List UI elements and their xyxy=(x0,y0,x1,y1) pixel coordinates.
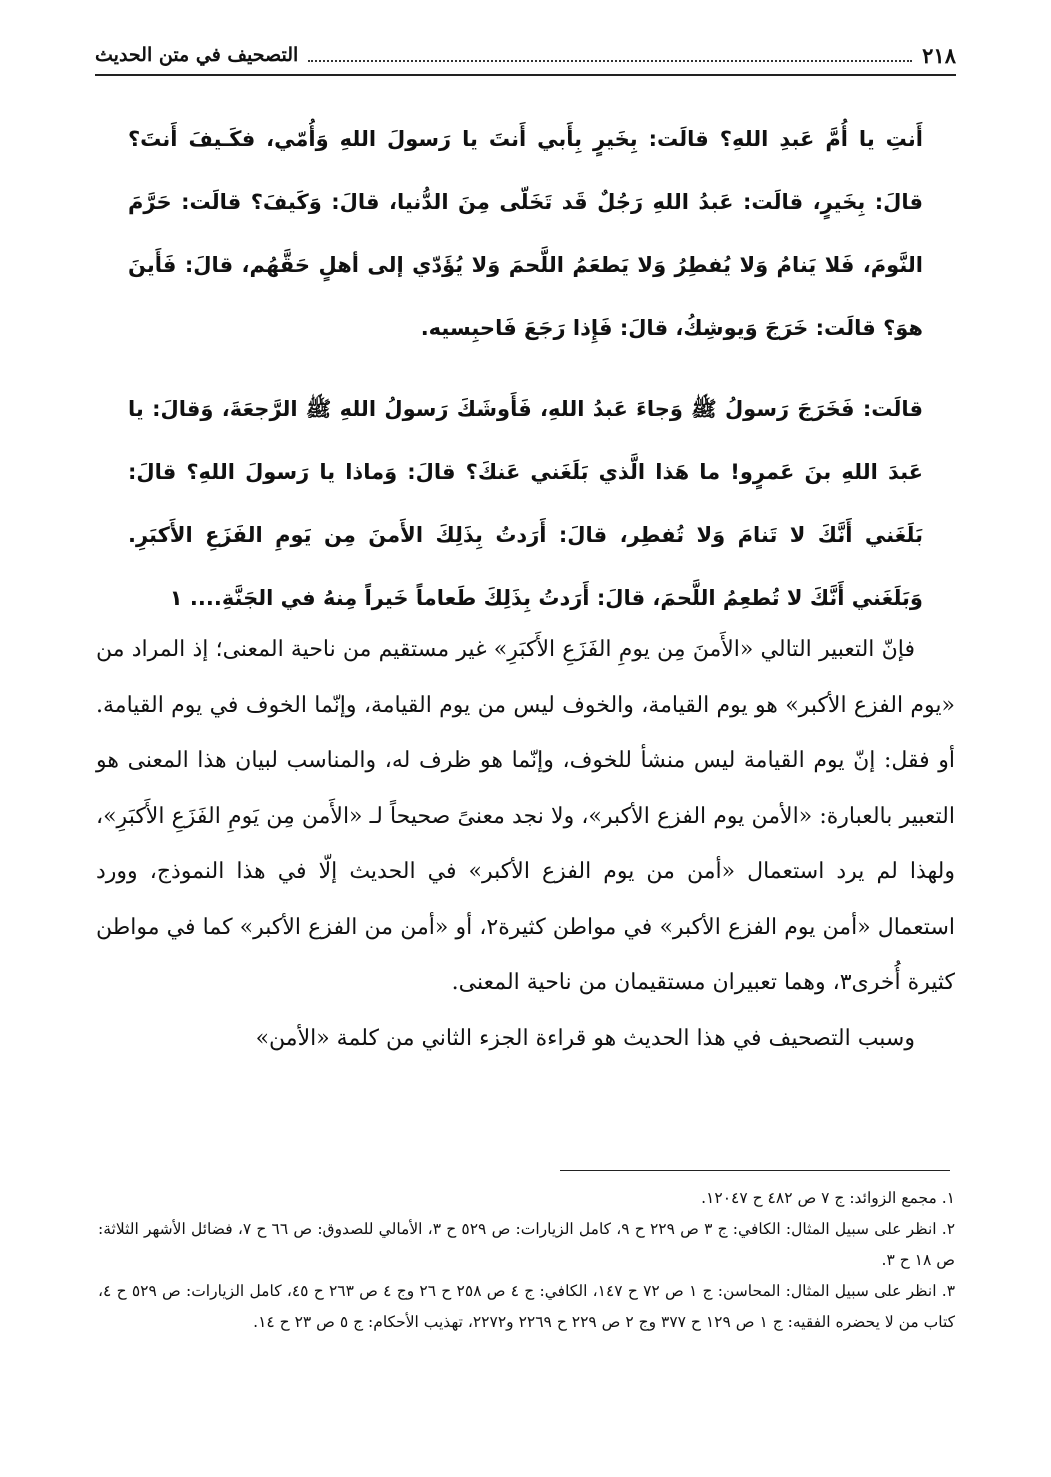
page-number: ٢١٨ xyxy=(922,42,956,68)
footnote-separator xyxy=(560,1170,950,1171)
footnotes xyxy=(98,1183,955,1338)
footnote: ١. مجمع الزوائد: ج ٧ ص ٤٨٢ ح ١٢٠٤٧. xyxy=(701,1189,955,1207)
hadith-paragraph: قالَت: فَخَرَجَ رَسولُ ﷺ وَجاءَ عَبدُ اللهِ، فَأَوشَكَ رَسولُ اللهِ ﷺ الرَّجعَةَ، وَقالَ: يا عَبدَ اللهِ بنَ عَمرٍو! ما هَذا الَّذي بَلَغَني عَنكَ؟ قالَ: وَماذا يا رَسولَ اللهِ؟ قالَ: بَلَغَني أَنَّكَ لا تَنامَ وَلا تُفطِر، قالَ: أَرَدتُ بِذَلِكَ الأَمنَ مِن يَومِ الفَزَعِ الأَكبَرِ. وَبَلَغَني أَنَّكَ لا تُطعِمُ اللَّحمَ، قالَ: أَرَدتُ بِذَلِكَ طَعاماً خَيراً مِنهُ في الجَنَّةِ.... ١ xyxy=(128,397,923,610)
running-header xyxy=(95,36,956,76)
footnote: ٣. انظر على سبيل المثال: المحاسن: ج ١ ص ٧٢ ح ١٤٧، الكافي: ج ٤ ص ٢٥٨ ح ٢٦ وج ٤ ص ٢٦٣ ح ٤٥، كامل الزيارات: ص ٥٢٩ ح ٤، كتاب من لا يحضره الفقيه: ج ١ ص ١٢٩ ح ٣٧٧ وج ٢ ص ٢٢٩ ح ٢٢٦٩ و٢٢٧٢، تهذيب الأحكام: ج ٥ ص ٢٣ ح ١٤. xyxy=(98,1282,956,1331)
body-paragraph: وسبب التصحيف في هذا الحديث هو قراءة الجزء الثاني من كلمة «الأمن» xyxy=(255,1025,915,1051)
header-dot-leader xyxy=(308,60,912,62)
body-paragraph: فإنّ التعبير التالي «الأَمنَ مِن يومِ الفَزَعِ الأَكبَرِ» غير مستقيم من ناحية المعنى؛ إذ المراد من «يوم الفزع الأكبر» هو يوم القيامة، والخوف ليس من يوم القيامة، وإنّما الخوف في يوم القيامة. أو فقل: إنّ يوم القيامة ليس منشأ للخوف، وإنّما هو ظرف له، والمناسب لبيان هذا المعنى هو التعبير بالعبارة: «الأمن يوم الفزع الأكبر»، ولا نجد معنىً صحيحاً لـ «الأَمن مِن يَومِ الفَزَعِ الأَكبَرِ»، ولهذا لم يرد استعمال «أمن من يوم الفزع الأكبر» في الحديث إلّا في هذا النموذج، وورد استعمال «أمن يوم الفزع الأكبر» في مواطن كثيرة٢، أو «أمن من الفزع الأكبر» كما في مواطن كثيرة أُخرى٣، وهما تعبيران مستقيمان من ناحية المعنى. xyxy=(96,637,955,995)
running-title: التصحيف في متن الحديث xyxy=(95,44,299,66)
commentary-text xyxy=(96,622,955,1066)
hadith-paragraph: أَنتِ يا أُمَّ عَبدِ اللهِ؟ قالَت: بِخَيرٍ بِأَبي أَنتَ يا رَسولَ اللهِ وَأُمّي، فكَـيفَ أَنتَ؟ قالَ: بِخَيرٍ، قالَت: عَبدُ اللهِ رَجُلٌ قَد تَخَلّى مِنَ الدُّنيا، قالَ: وَكَيفَ؟ قالَت: حَرَّمَ النَّومَ، فَلا يَنامُ وَلا يُفطِرُ وَلا يَطعَمُ اللَّحمَ وَلا يُؤَدّي إلى أهلٍ حَقَّهُم، قالَ: فَأَينَ هوَ؟ قالَت: خَرَجَ وَيوشِكُ، قالَ: فَإِذا رَجَعَ فَاحبِسيه. xyxy=(128,127,923,340)
footnote: ٢. انظر على سبيل المثال: الكافي: ج ٣ ص ٢٢٩ ح ٩، كامل الزيارات: ص ٥٢٩ ح ٣، الأمالي للصدوق: ص ٦٦ ح ٧، فضائل الأشهر الثلاثة: ص ١٨ ح ٣. xyxy=(98,1220,956,1269)
hadith-quotation xyxy=(128,108,923,630)
